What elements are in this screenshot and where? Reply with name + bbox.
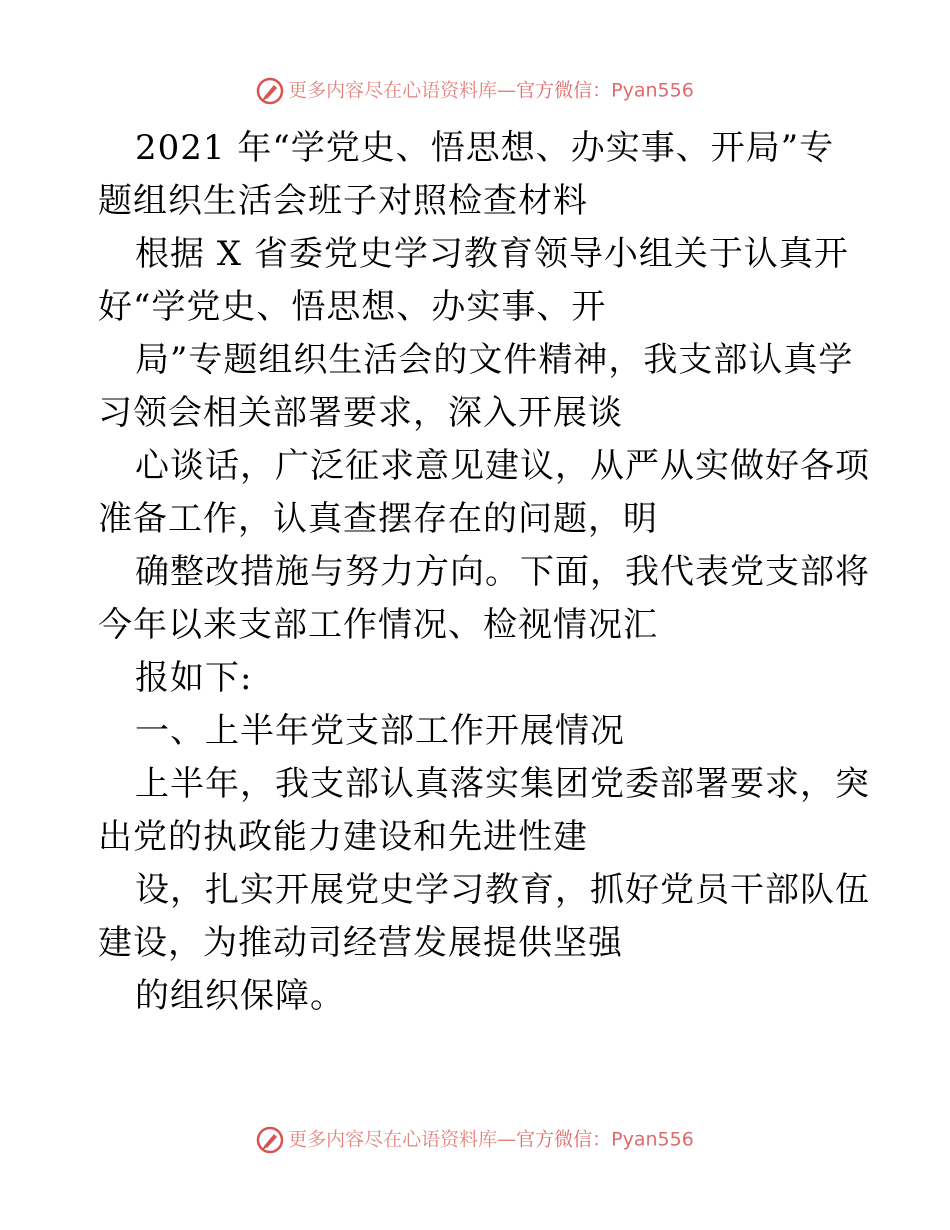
text-line: 报如下: (135, 658, 253, 698)
text-line: 今年以来支部工作情况、检视情况汇 (98, 605, 658, 645)
watermark-wechat-text: 官方微信：Pyan556 (516, 1128, 694, 1151)
text-line: 局”专题组织生活会的文件精神，我支部认真学 (135, 340, 854, 380)
text-line: 设，扎实开展党史学习教育，抓好党员干部队伍 (135, 870, 870, 910)
watermark-dash: — (497, 1128, 517, 1151)
text-line: 出党的执政能力建设和先进性建 (98, 817, 588, 857)
watermark-dash: — (497, 79, 517, 102)
pen-logo-icon (256, 77, 284, 105)
text-line: 准备工作，认真查摆存在的问题，明 (98, 499, 658, 539)
text-line: 题组织生活会班子对照检查材料 (98, 181, 588, 221)
watermark-wechat-text: 官方微信：Pyan556 (516, 79, 694, 102)
pen-logo-icon (256, 1126, 284, 1154)
text-line: 上半年，我支部认真落实集团党委部署要求，突 (135, 764, 870, 804)
text-line: 2021 年“学党史、悟思想、办实事、开局”专 (135, 128, 835, 168)
text-line: 心谈话，广泛征求意见建议，从严从实做好各项 (135, 446, 870, 486)
text-line: 一、上半年党支部工作开展情况 (135, 711, 625, 751)
text-line: 确整改措施与努力方向。下面，我代表党支部将 (135, 552, 870, 592)
footer-watermark (0, 1124, 950, 1154)
text-line: 好“学党史、悟思想、办实事、开 (98, 287, 607, 327)
text-line: 习领会相关部署要求，深入开展谈 (98, 393, 623, 433)
watermark-main-text: 更多内容尽在心语资料库 (288, 79, 498, 102)
watermark-main-text: 更多内容尽在心语资料库 (288, 1128, 498, 1151)
text-line: 根据 X 省委党史学习教育领导小组关于认真开 (135, 234, 849, 274)
document-body (98, 122, 870, 1023)
header-watermark (0, 75, 950, 105)
text-line: 的组织保障。 (135, 976, 345, 1016)
text-line: 建设，为推动司经营发展提供坚强 (98, 923, 623, 963)
